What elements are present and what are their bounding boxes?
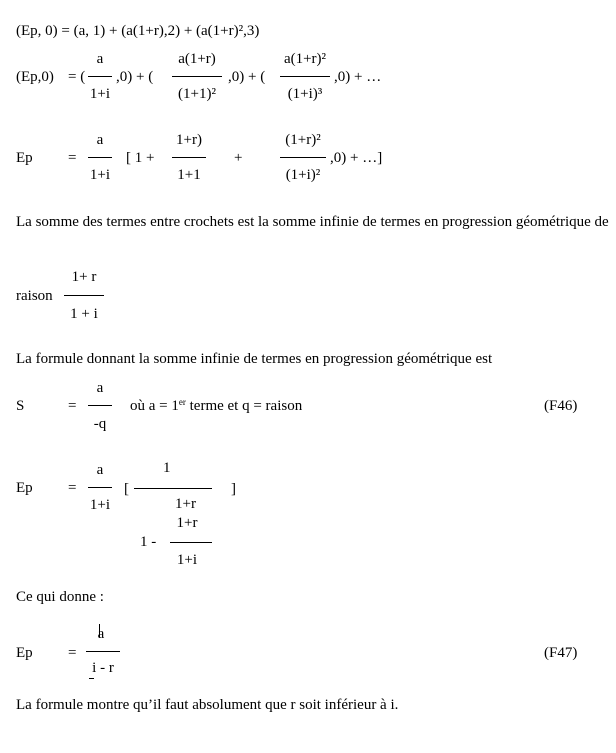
eq2-sep-1: ,0) + ( (116, 69, 154, 85)
eq2-sep-2: ,0) + ( (228, 69, 266, 85)
fraction-bar (88, 487, 112, 488)
eq2-fraction-1 (88, 52, 112, 100)
eq3-f2-den: 1+1 (177, 167, 201, 183)
eq3-f2-num: 1+r) (176, 132, 202, 148)
eq3-f3-den: (1+i)² (285, 167, 321, 183)
fraction-bar (280, 157, 326, 158)
eq2-tail: ,0) + … (334, 69, 382, 85)
ep-close-bracket: ] (231, 481, 236, 497)
eq2-f2-den: (1+1)² (178, 86, 216, 102)
f46-num: a (96, 380, 104, 396)
f46-explanation: où a = 1er terme et q = raison (130, 397, 303, 414)
text-underline-mark (89, 678, 94, 679)
ep-one: 1 (163, 460, 171, 476)
fraction-bar (88, 157, 112, 158)
main-fraction-bar (134, 488, 212, 489)
raison-label: raison (16, 288, 53, 304)
eq3-fraction-2 (172, 133, 206, 181)
eq3-tail: ,0) + …] (330, 150, 383, 166)
fraction-bar (280, 76, 330, 77)
eq2-equals: = ( (68, 69, 86, 85)
paragraph-2: La formule donnant la somme infinie de termes en progression géométrique est (16, 351, 493, 367)
eq3-fraction-1 (88, 133, 112, 181)
fraction-bar (88, 405, 112, 406)
fraction-bar (170, 542, 212, 543)
ep-f1-den: 1+i (89, 497, 111, 513)
f46-tag: (F46) (544, 398, 578, 414)
eq2-lhs: (Ep,0) (16, 69, 54, 85)
f47-tag: (F47) (544, 645, 578, 661)
eq3-lhs: Ep (16, 150, 33, 166)
eq3-equals: = (68, 150, 77, 166)
fraction-bar (88, 76, 112, 77)
eq2-f1-den: 1+i (89, 86, 111, 102)
f46-den: -q (93, 416, 107, 432)
raison-num: 1+ r (71, 269, 97, 285)
ep-fraction-2 (170, 516, 212, 566)
fraction-bar (64, 295, 104, 296)
fraction-bar (172, 157, 206, 158)
f47-den: i - r (92, 660, 114, 676)
ep-minus: 1 - (140, 534, 157, 550)
ep-f2-num: 1+r (176, 515, 198, 531)
eq3-f1-den: 1+i (89, 167, 111, 183)
eq2-f3-den: (1+i)³ (287, 86, 323, 102)
ep-lhs: Ep (16, 480, 33, 496)
f47-equals: = (68, 645, 77, 661)
eq3-f3-num: (1+r)² (285, 132, 321, 148)
eq2-f3-num: a(1+r)² (283, 51, 327, 67)
eq2-fraction-2 (172, 52, 222, 100)
paragraph-1: La somme des termes entre crochets est la somme infinie de termes en progression géométrique de (16, 215, 609, 230)
paragraph-4: La formule montre qu’il faut absolument que r soit inférieur à i. (16, 697, 399, 713)
eq2-f1-num: a (96, 51, 104, 67)
f46-lhs: S (16, 398, 25, 414)
f47-lhs: Ep (16, 645, 33, 661)
eq3-fraction-3 (280, 133, 326, 181)
f46-equals: = (68, 398, 77, 414)
fraction-bar (172, 76, 222, 77)
f47-num: a (97, 626, 105, 642)
raison-fraction (64, 270, 104, 320)
eq3-plus: + (234, 150, 243, 166)
paragraph-3: Ce qui donne : (16, 589, 104, 605)
f46-fraction (88, 380, 112, 432)
equation-line-1: (Ep, 0) = (a, 1) + (a(1+r),2) + (a(1+r)²,3) (16, 23, 260, 39)
eq2-fraction-3 (280, 52, 330, 100)
raison-den: 1 + i (70, 306, 98, 322)
ep-inner-den: 1+r (175, 496, 196, 512)
ep-open-bracket: [ (124, 481, 129, 497)
eq3-bracket: [ 1 + (126, 150, 155, 166)
ep-f2-den: 1+i (176, 552, 198, 568)
fraction-bar (86, 651, 120, 652)
eq3-f1-num: a (96, 132, 104, 148)
ep-f1-num: a (96, 462, 104, 478)
eq2-f2-num: a(1+r) (178, 51, 216, 67)
ep-fraction-1 (88, 463, 112, 511)
f47-fraction (86, 624, 120, 680)
ep-equals: = (68, 480, 77, 496)
